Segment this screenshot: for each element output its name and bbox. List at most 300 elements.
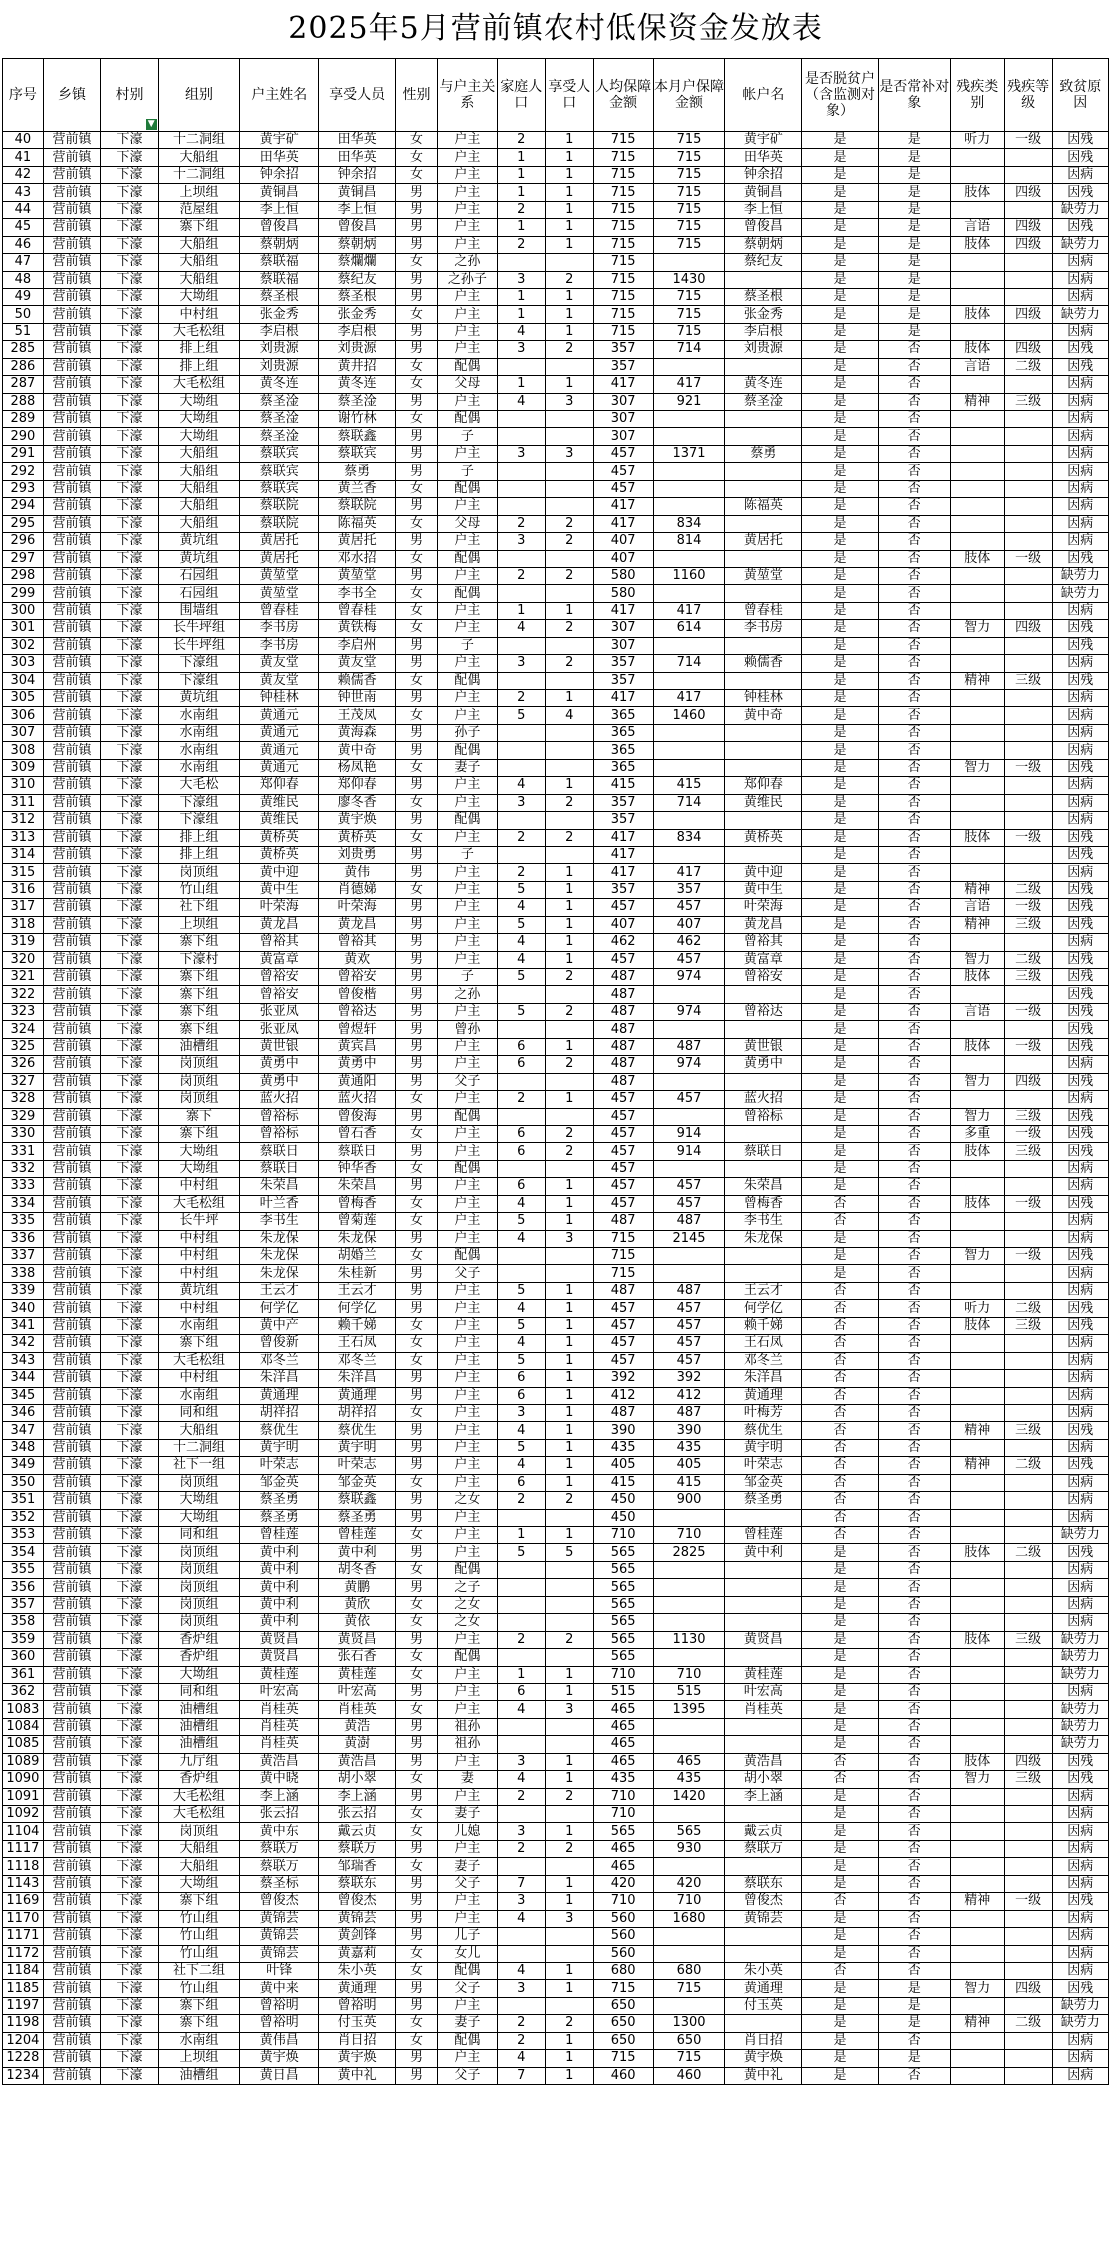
table-cell[interactable]: 44 [3, 201, 44, 218]
table-cell[interactable]: 蓝火招 [725, 1091, 802, 1108]
table-cell[interactable]: 营前镇 [43, 1544, 101, 1561]
table-cell[interactable] [1004, 1718, 1052, 1735]
table-cell[interactable]: 290 [3, 428, 44, 445]
table-cell[interactable] [950, 1370, 1004, 1387]
table-cell[interactable]: 是 [802, 149, 879, 166]
table-cell[interactable]: 4 [497, 1230, 545, 1247]
table-cell[interactable]: 614 [653, 620, 725, 637]
table-cell[interactable]: 是 [802, 515, 879, 532]
table-cell[interactable]: 李书房 [725, 620, 802, 637]
table-cell[interactable]: 配偶 [437, 742, 497, 759]
table-cell[interactable]: 2 [497, 864, 545, 881]
column-header[interactable]: 性别 [396, 59, 438, 132]
table-cell[interactable]: 祖孙 [437, 1718, 497, 1735]
table-cell[interactable] [545, 1248, 593, 1265]
table-cell[interactable]: 三级 [1004, 1771, 1052, 1788]
table-cell[interactable]: 是 [802, 254, 879, 271]
table-cell[interactable] [725, 1718, 802, 1735]
table-cell[interactable] [1004, 794, 1052, 811]
table-cell[interactable] [950, 1997, 1004, 2014]
table-cell[interactable]: 营前镇 [43, 1980, 101, 1997]
table-cell[interactable]: 多重 [950, 1125, 1004, 1142]
table-cell[interactable]: 420 [653, 1875, 725, 1892]
table-cell[interactable]: 黄富章 [725, 951, 802, 968]
table-cell[interactable]: 配偶 [437, 1561, 497, 1578]
table-cell[interactable]: 黄中迎 [240, 864, 319, 881]
table-cell[interactable] [725, 585, 802, 602]
table-cell[interactable] [1004, 1561, 1052, 1578]
table-cell[interactable]: 曾俊昌 [240, 219, 319, 236]
table-cell[interactable]: 6 [497, 1056, 545, 1073]
table-cell[interactable]: 女 [396, 585, 438, 602]
table-cell[interactable]: 曾梅香 [725, 1195, 802, 1212]
table-cell[interactable]: 营前镇 [43, 986, 101, 1003]
table-cell[interactable]: 因病 [1052, 690, 1108, 707]
table-cell[interactable] [725, 428, 802, 445]
table-cell[interactable]: 户主 [437, 1474, 497, 1491]
table-cell[interactable]: 户主 [437, 1631, 497, 1648]
table-cell[interactable]: 下濠 [101, 916, 159, 933]
table-cell[interactable]: 否 [878, 707, 950, 724]
table-cell[interactable]: 因病 [1052, 794, 1108, 811]
table-cell[interactable]: 营前镇 [43, 1631, 101, 1648]
table-cell[interactable]: 女 [396, 1352, 438, 1369]
table-cell[interactable]: 蔡联院 [240, 498, 319, 515]
table-cell[interactable]: 妻子 [437, 2015, 497, 2032]
table-cell[interactable]: 岗顶组 [158, 864, 239, 881]
table-cell[interactable]: 是 [878, 2015, 950, 2032]
table-cell[interactable]: 营前镇 [43, 1492, 101, 1509]
table-cell[interactable]: 黄勇中 [725, 1056, 802, 1073]
table-cell[interactable]: 十二洞组 [158, 132, 239, 149]
table-cell[interactable]: 配偶 [437, 812, 497, 829]
table-cell[interactable]: 351 [3, 1492, 44, 1509]
table-cell[interactable]: 下濠 [101, 463, 159, 480]
table-cell[interactable] [1004, 271, 1052, 288]
table-cell[interactable]: 因病 [1052, 1858, 1108, 1875]
table-cell[interactable]: 营前镇 [43, 428, 101, 445]
table-cell[interactable]: 下濠 [101, 707, 159, 724]
table-cell[interactable]: 因病 [1052, 1910, 1108, 1927]
table-cell[interactable]: 是 [802, 1178, 879, 1195]
table-cell[interactable]: 否 [878, 742, 950, 759]
table-cell[interactable]: 二级 [1004, 1544, 1052, 1561]
table-cell[interactable]: 435 [653, 1771, 725, 1788]
table-cell[interactable]: 张亚凤 [240, 1021, 319, 1038]
table-cell[interactable]: 长牛坪组 [158, 620, 239, 637]
table-cell[interactable]: 营前镇 [43, 1893, 101, 1910]
table-cell[interactable]: 是 [802, 602, 879, 619]
table-cell[interactable]: 营前镇 [43, 1404, 101, 1421]
table-cell[interactable]: 一级 [1004, 1893, 1052, 1910]
table-cell[interactable]: 487 [653, 1038, 725, 1055]
table-cell[interactable]: 缺劳力 [1052, 1736, 1108, 1753]
table-cell[interactable]: 女 [396, 1858, 438, 1875]
table-cell[interactable]: 350 [3, 1474, 44, 1491]
table-cell[interactable]: 子 [437, 637, 497, 654]
table-cell[interactable]: 是 [802, 1806, 879, 1823]
table-cell[interactable]: 营前镇 [43, 1038, 101, 1055]
table-cell[interactable] [1004, 1265, 1052, 1282]
table-cell[interactable]: 户主 [437, 1335, 497, 1352]
table-cell[interactable]: 蔡优生 [725, 1422, 802, 1439]
table-cell[interactable]: 1160 [653, 567, 725, 584]
table-cell[interactable]: 1 [545, 951, 593, 968]
table-cell[interactable]: 1 [545, 1317, 593, 1334]
table-cell[interactable]: 蔡联万 [240, 1858, 319, 1875]
table-cell[interactable]: 否 [802, 1282, 879, 1299]
table-cell[interactable]: 是 [802, 306, 879, 323]
table-cell[interactable]: 蔡圣淦 [240, 393, 319, 410]
table-cell[interactable]: 营前镇 [43, 2032, 101, 2049]
table-cell[interactable] [497, 1509, 545, 1526]
table-cell[interactable] [1004, 1806, 1052, 1823]
table-cell[interactable] [497, 846, 545, 863]
table-cell[interactable]: 2 [497, 132, 545, 149]
table-cell[interactable]: 下濠 [101, 515, 159, 532]
table-cell[interactable]: 缺劳力 [1052, 1718, 1108, 1735]
table-cell[interactable]: 下濠 [101, 236, 159, 253]
table-cell[interactable]: 457 [653, 899, 725, 916]
table-cell[interactable]: 营前镇 [43, 881, 101, 898]
table-cell[interactable]: 三级 [1004, 393, 1052, 410]
table-cell[interactable] [950, 812, 1004, 829]
table-cell[interactable]: 否 [878, 498, 950, 515]
table-cell[interactable]: 黄桂莲 [240, 1666, 319, 1683]
table-cell[interactable]: 之孙子 [437, 271, 497, 288]
table-cell[interactable]: 2 [497, 1840, 545, 1857]
table-cell[interactable]: 否 [878, 1073, 950, 1090]
table-cell[interactable]: 中村组 [158, 1265, 239, 1282]
table-cell[interactable]: 否 [878, 916, 950, 933]
table-cell[interactable] [1004, 1404, 1052, 1421]
table-cell[interactable] [1004, 1666, 1052, 1683]
table-cell[interactable]: 342 [3, 1335, 44, 1352]
table-cell[interactable]: 男 [396, 184, 438, 201]
table-cell[interactable]: 715 [653, 201, 725, 218]
table-cell[interactable] [1004, 567, 1052, 584]
table-cell[interactable]: 李启根 [319, 323, 396, 340]
table-cell[interactable]: 否 [878, 1474, 950, 1491]
table-cell[interactable]: 下濠 [101, 1125, 159, 1142]
table-cell[interactable]: 水南组 [158, 2032, 239, 2049]
table-cell[interactable]: 因病 [1052, 254, 1108, 271]
table-cell[interactable]: 1 [545, 1282, 593, 1299]
table-cell[interactable]: 714 [653, 655, 725, 672]
table-cell[interactable]: 390 [653, 1422, 725, 1439]
table-cell[interactable]: 男 [396, 742, 438, 759]
table-cell[interactable] [725, 463, 802, 480]
table-cell[interactable]: 405 [593, 1457, 653, 1474]
table-cell[interactable]: 户主 [437, 1701, 497, 1718]
table-cell[interactable]: 下濠 [101, 742, 159, 759]
table-cell[interactable]: 因残 [1052, 1195, 1108, 1212]
table-cell[interactable] [950, 254, 1004, 271]
table-cell[interactable]: 寨下组 [158, 986, 239, 1003]
table-cell[interactable]: 1234 [3, 2067, 44, 2084]
table-cell[interactable]: 蔡联福 [240, 254, 319, 271]
table-cell[interactable]: 否 [878, 1840, 950, 1857]
table-cell[interactable]: 是 [802, 376, 879, 393]
table-cell[interactable]: 1 [545, 376, 593, 393]
table-cell[interactable]: 465 [593, 1701, 653, 1718]
table-cell[interactable]: 营前镇 [43, 1213, 101, 1230]
table-cell[interactable]: 黄居托 [725, 533, 802, 550]
table-cell[interactable]: 是 [802, 1108, 879, 1125]
table-cell[interactable]: 邓冬兰 [240, 1352, 319, 1369]
table-cell[interactable]: 1 [545, 881, 593, 898]
table-cell[interactable]: 是 [802, 1840, 879, 1857]
table-cell[interactable]: 户主 [437, 219, 497, 236]
table-cell[interactable]: 岗顶组 [158, 1474, 239, 1491]
table-cell[interactable] [1004, 1701, 1052, 1718]
table-cell[interactable]: 营前镇 [43, 201, 101, 218]
table-cell[interactable] [545, 1736, 593, 1753]
table-cell[interactable]: 是 [878, 2050, 950, 2067]
table-cell[interactable]: 邓冬兰 [725, 1352, 802, 1369]
table-cell[interactable]: 因残 [1052, 1544, 1108, 1561]
table-cell[interactable]: 营前镇 [43, 1195, 101, 1212]
table-cell[interactable]: 下濠 [101, 1230, 159, 1247]
table-cell[interactable]: 1204 [3, 2032, 44, 2049]
table-cell[interactable]: 四级 [1004, 306, 1052, 323]
table-cell[interactable] [545, 585, 593, 602]
table-cell[interactable]: 715 [593, 323, 653, 340]
table-cell[interactable]: 是 [802, 1631, 879, 1648]
table-cell[interactable]: 营前镇 [43, 1021, 101, 1038]
table-cell[interactable]: 营前镇 [43, 812, 101, 829]
table-cell[interactable]: 否 [878, 1178, 950, 1195]
table-cell[interactable]: 水南组 [158, 1317, 239, 1334]
table-cell[interactable] [950, 637, 1004, 654]
table-cell[interactable]: 蔡圣勇 [240, 1492, 319, 1509]
table-cell[interactable]: 2 [497, 1091, 545, 1108]
table-cell[interactable] [725, 846, 802, 863]
table-cell[interactable] [950, 1160, 1004, 1177]
table-cell[interactable]: 465 [593, 1753, 653, 1770]
table-cell[interactable]: 下濠 [101, 1474, 159, 1491]
table-cell[interactable]: 下濠 [101, 445, 159, 462]
table-cell[interactable]: 营前镇 [43, 602, 101, 619]
table-cell[interactable]: 营前镇 [43, 1823, 101, 1840]
table-cell[interactable] [950, 742, 1004, 759]
table-cell[interactable]: 大坳组 [158, 1492, 239, 1509]
table-cell[interactable] [1004, 1160, 1052, 1177]
table-cell[interactable]: 1 [545, 1213, 593, 1230]
table-cell[interactable]: 女 [396, 1666, 438, 1683]
table-cell[interactable]: 下濠 [101, 1649, 159, 1666]
table-cell[interactable]: 岗顶组 [158, 1823, 239, 1840]
table-cell[interactable] [950, 1561, 1004, 1578]
table-cell[interactable]: 叶宏高 [725, 1683, 802, 1700]
table-cell[interactable]: 4 [497, 1962, 545, 1979]
table-cell[interactable]: 310 [3, 777, 44, 794]
table-cell[interactable]: 黄勇中 [240, 1056, 319, 1073]
table-cell[interactable]: 黄铁梅 [319, 620, 396, 637]
table-cell[interactable]: 营前镇 [43, 759, 101, 776]
table-cell[interactable]: 女 [396, 1806, 438, 1823]
table-cell[interactable] [653, 1073, 725, 1090]
table-cell[interactable]: 1 [497, 376, 545, 393]
table-cell[interactable]: 下濠 [101, 1038, 159, 1055]
table-cell[interactable]: 营前镇 [43, 1335, 101, 1352]
table-cell[interactable] [545, 846, 593, 863]
table-cell[interactable]: 565 [593, 1544, 653, 1561]
table-cell[interactable] [725, 742, 802, 759]
table-cell[interactable]: 否 [878, 1143, 950, 1160]
table-cell[interactable]: 胡婚兰 [319, 1248, 396, 1265]
table-cell[interactable]: 三级 [1004, 1422, 1052, 1439]
table-cell[interactable]: 否 [802, 1527, 879, 1544]
table-cell[interactable] [1004, 1056, 1052, 1073]
table-cell[interactable]: 蔡圣根 [319, 288, 396, 305]
table-cell[interactable]: 言语 [950, 899, 1004, 916]
table-cell[interactable] [725, 637, 802, 654]
table-cell[interactable]: 营前镇 [43, 1945, 101, 1962]
table-cell[interactable]: 因病 [1052, 1091, 1108, 1108]
table-cell[interactable]: 因残 [1052, 620, 1108, 637]
table-cell[interactable]: 是 [878, 201, 950, 218]
table-cell[interactable]: 因残 [1052, 969, 1108, 986]
table-cell[interactable]: 儿媳 [437, 1823, 497, 1840]
table-cell[interactable]: 女 [396, 1614, 438, 1631]
table-cell[interactable]: 下濠 [101, 1875, 159, 1892]
table-cell[interactable]: 三级 [1004, 1143, 1052, 1160]
table-cell[interactable]: 下濠 [101, 672, 159, 689]
table-cell[interactable]: 智力 [950, 620, 1004, 637]
table-cell[interactable]: 715 [593, 1980, 653, 1997]
table-cell[interactable]: 因残 [1052, 550, 1108, 567]
table-cell[interactable]: 487 [653, 1404, 725, 1421]
table-cell[interactable]: 男 [396, 236, 438, 253]
table-cell[interactable]: 因残 [1052, 759, 1108, 776]
table-cell[interactable]: 否 [878, 1614, 950, 1631]
table-cell[interactable] [545, 1160, 593, 1177]
table-cell[interactable]: 因残 [1052, 881, 1108, 898]
table-cell[interactable]: 357 [593, 812, 653, 829]
table-cell[interactable]: 下濠 [101, 1265, 159, 1282]
table-cell[interactable]: 王云才 [240, 1282, 319, 1299]
table-cell[interactable]: 李上恒 [319, 201, 396, 218]
table-cell[interactable]: 下濠 [101, 637, 159, 654]
table-cell[interactable]: 李上涵 [319, 1788, 396, 1805]
table-cell[interactable]: 1 [497, 149, 545, 166]
table-cell[interactable]: 蔡联宾 [240, 463, 319, 480]
table-cell[interactable]: 户主 [437, 567, 497, 584]
table-cell[interactable]: 蔡纪友 [319, 271, 396, 288]
table-cell[interactable] [1004, 934, 1052, 951]
table-cell[interactable]: 是 [802, 864, 879, 881]
table-cell[interactable]: 女 [396, 411, 438, 428]
table-cell[interactable]: 黄友堂 [319, 655, 396, 672]
table-cell[interactable]: 黄龙昌 [240, 916, 319, 933]
table-cell[interactable]: 子 [437, 463, 497, 480]
table-cell[interactable] [725, 1160, 802, 1177]
table-cell[interactable]: 男 [396, 1265, 438, 1282]
table-cell[interactable]: 黄中产 [240, 1317, 319, 1334]
table-cell[interactable]: 曾裕安 [240, 986, 319, 1003]
table-cell[interactable] [497, 411, 545, 428]
table-cell[interactable]: 1198 [3, 2015, 44, 2032]
table-cell[interactable]: 黄锦芸 [319, 1910, 396, 1927]
table-cell[interactable]: 357 [593, 794, 653, 811]
table-cell[interactable]: 之孙 [437, 254, 497, 271]
table-cell[interactable]: 因病 [1052, 1056, 1108, 1073]
table-cell[interactable]: 715 [653, 132, 725, 149]
table-cell[interactable] [653, 1649, 725, 1666]
table-cell[interactable] [950, 1962, 1004, 1979]
table-cell[interactable]: 户主 [437, 864, 497, 881]
table-cell[interactable]: 黄锦芸 [725, 1910, 802, 1927]
table-cell[interactable]: 营前镇 [43, 533, 101, 550]
table-cell[interactable] [1004, 1910, 1052, 1927]
table-cell[interactable]: 听力 [950, 1300, 1004, 1317]
table-cell[interactable]: 下濠 [101, 1282, 159, 1299]
table-cell[interactable]: 457 [593, 480, 653, 497]
table-cell[interactable]: 417 [593, 690, 653, 707]
table-cell[interactable]: 否 [878, 1544, 950, 1561]
table-cell[interactable]: 水南组 [158, 724, 239, 741]
table-cell[interactable]: 中村组 [158, 1178, 239, 1195]
table-cell[interactable]: 黄锦芸 [240, 1945, 319, 1962]
table-cell[interactable]: 否 [878, 1422, 950, 1439]
table-cell[interactable]: 范屋组 [158, 201, 239, 218]
table-cell[interactable]: 因病 [1052, 271, 1108, 288]
table-cell[interactable]: 黄宇明 [319, 1439, 396, 1456]
table-cell[interactable]: 306 [3, 707, 44, 724]
table-cell[interactable] [1004, 1474, 1052, 1491]
table-cell[interactable]: 户主 [437, 1143, 497, 1160]
table-cell[interactable]: 914 [653, 1143, 725, 1160]
table-cell[interactable]: 朱小英 [725, 1962, 802, 1979]
table-cell[interactable]: 户主 [437, 1457, 497, 1474]
table-cell[interactable]: 精神 [950, 1422, 1004, 1439]
table-cell[interactable]: 1 [545, 777, 593, 794]
table-cell[interactable]: 580 [593, 567, 653, 584]
table-cell[interactable]: 715 [653, 184, 725, 201]
table-cell[interactable]: 黄浩昌 [319, 1753, 396, 1770]
table-cell[interactable]: 否 [878, 515, 950, 532]
table-cell[interactable]: 是 [802, 1614, 879, 1631]
table-cell[interactable]: 下濠 [101, 411, 159, 428]
table-cell[interactable]: 1 [545, 1893, 593, 1910]
table-cell[interactable]: 黄嘉莉 [319, 1945, 396, 1962]
table-cell[interactable] [545, 463, 593, 480]
table-cell[interactable]: 男 [396, 1178, 438, 1195]
table-cell[interactable]: 男 [396, 655, 438, 672]
column-header[interactable]: 享受人员 [319, 59, 396, 132]
table-cell[interactable]: 下濠 [101, 1910, 159, 1927]
table-cell[interactable]: 是 [802, 1736, 879, 1753]
table-cell[interactable]: 因残 [1052, 1457, 1108, 1474]
table-cell[interactable]: 否 [878, 480, 950, 497]
table-cell[interactable]: 男 [396, 1683, 438, 1700]
table-cell[interactable]: 487 [653, 1213, 725, 1230]
table-cell[interactable]: 457 [593, 899, 653, 916]
table-cell[interactable]: 否 [878, 550, 950, 567]
table-cell[interactable]: 营前镇 [43, 1439, 101, 1456]
table-cell[interactable]: 大船组 [158, 149, 239, 166]
table-cell[interactable]: 是 [878, 236, 950, 253]
table-cell[interactable]: 457 [593, 1317, 653, 1334]
table-cell[interactable]: 否 [878, 969, 950, 986]
table-cell[interactable]: 是 [802, 1910, 879, 1927]
table-cell[interactable]: 814 [653, 533, 725, 550]
table-cell[interactable]: 田华英 [240, 149, 319, 166]
table-cell[interactable]: 是 [802, 550, 879, 567]
table-cell[interactable]: 下濠 [101, 690, 159, 707]
table-cell[interactable]: 1 [545, 306, 593, 323]
